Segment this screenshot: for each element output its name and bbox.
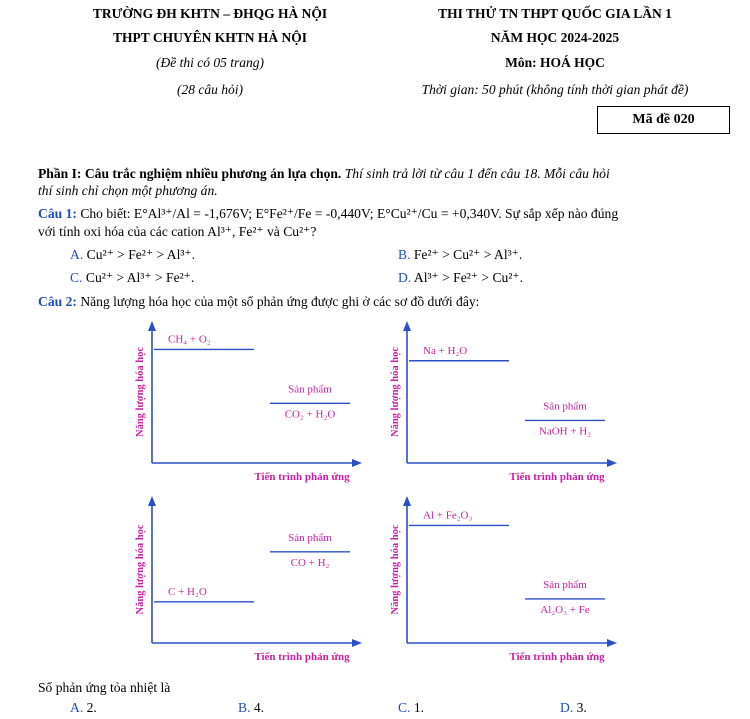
q2-stem: Năng lượng hóa học của một số phản ứng được ghi ở các sơ đồ dưới đây:	[80, 294, 480, 309]
school-year: NĂM HỌC 2024-2025	[490, 30, 620, 45]
q2-option-c-text: 1.	[413, 700, 425, 715]
x-axis-arrow	[352, 639, 362, 647]
y-axis-arrow	[148, 496, 156, 506]
reactant-label: Al + Fe₂O₃	[423, 509, 473, 522]
q2-option-d-text: 3.	[576, 700, 587, 715]
q2-option-a-letter: A.	[70, 700, 84, 715]
school-name: TRƯỜNG ĐH KHTN – ĐHQG HÀ NỘI	[92, 6, 328, 21]
product-caption: Sản phẩm	[543, 400, 587, 413]
q2-option-b-text: 4.	[253, 700, 265, 715]
y-axis-label: Năng lượng hóa học	[135, 524, 146, 615]
time-limit: Thời gian: 50 phút (không tính thời gian phát đề)	[421, 82, 689, 97]
subject: Môn: HOÁ HỌC	[505, 55, 605, 70]
q2-option-a[interactable]	[70, 700, 97, 716]
product-caption: Sản phẩm	[288, 531, 332, 544]
q1-text-line2: với tính oxi hóa của các cation Al³⁺, Fe²⁺ và Cu²⁺?	[38, 224, 317, 239]
part1-title: Phần I: Câu trắc nghiệm nhiều phương án lựa chọn.	[38, 166, 342, 181]
q1-option-c[interactable]	[70, 270, 194, 286]
q2-option-a-text: 2.	[86, 700, 97, 715]
exam-code-box	[597, 106, 730, 134]
q1-text-line1	[38, 205, 748, 222]
part1-heading	[38, 165, 738, 182]
q2-option-d[interactable]	[560, 700, 587, 716]
q1-label: Câu 1:	[38, 206, 77, 221]
energy-diagram-4	[385, 490, 625, 665]
part1-instruction: Thí sinh trả lời từ câu 1 đến câu 18. Mỗi câu hỏi	[341, 166, 610, 181]
y-axis-label: Năng lượng hóa học	[390, 524, 401, 615]
exam-code: Mã đề 020	[632, 112, 695, 127]
q2-option-c[interactable]	[398, 700, 424, 716]
reactant-label: CH₄ + O₂	[168, 333, 211, 346]
q2-question: Số phản ứng tỏa nhiệt là	[38, 680, 171, 695]
q2-option-d-letter: D.	[560, 700, 574, 715]
energy-diagram-3	[130, 490, 370, 665]
question-count: (28 câu hỏi)	[177, 82, 243, 97]
q1-option-a[interactable]	[70, 247, 195, 263]
q2-option-b-letter: B.	[238, 700, 251, 715]
y-axis-label: Năng lượng hóa học	[390, 346, 401, 438]
q1-option-d-text: Al³⁺ > Fe²⁺ > Cu²⁺.	[413, 270, 524, 285]
exam-title: THI THỬ TN THPT QUỐC GIA LẦN 1	[438, 6, 672, 21]
q1-option-a-letter: A.	[70, 247, 84, 262]
q1-option-d[interactable]	[398, 270, 523, 286]
page-count: (Đề thi có 05 trang)	[156, 55, 264, 70]
x-axis-arrow	[607, 459, 617, 467]
energy-diagram-2	[385, 315, 625, 485]
q1-text: Cho biết: E°Al³⁺/Al = -1,676V; E°Fe²⁺/Fe = -0,440V; E°Cu²⁺/Cu = +0,340V. Sự sắp xếp nào đúng	[80, 206, 619, 221]
q2-option-c-letter: C.	[398, 700, 411, 715]
q1-option-a-text: Cu²⁺ > Fe²⁺ > Al³⁺.	[86, 247, 196, 262]
part1-instruction-2: thí sinh chỉ chọn một phương án.	[38, 183, 218, 198]
product-label: Al₂O₃ + Fe	[540, 603, 590, 616]
x-axis-label: Tiến trình phản ứng	[254, 471, 350, 483]
school-subname: THPT CHUYÊN KHTN HÀ NỘI	[112, 30, 308, 45]
q1-option-c-text: Cu²⁺ > Al³⁺ > Fe²⁺.	[85, 270, 195, 285]
q1-option-d-letter: D.	[398, 270, 412, 285]
product-caption: Sản phẩm	[543, 578, 587, 591]
q1-option-c-letter: C.	[70, 270, 83, 285]
q1-option-b-text: Fe²⁺ > Cu²⁺ > Al³⁺.	[413, 247, 523, 262]
y-axis-arrow	[403, 496, 411, 506]
product-caption: Sản phẩm	[288, 383, 332, 396]
q2-text	[38, 293, 738, 310]
x-axis-label: Tiến trình phản ứng	[509, 651, 605, 663]
y-axis-arrow	[148, 321, 156, 331]
reactant-label: Na + H₂O	[423, 344, 468, 357]
product-label: CO₂ + H₂O	[284, 408, 336, 421]
product-label: NaOH + H₂	[538, 425, 592, 438]
y-axis-label: Năng lượng hóa học	[135, 346, 146, 438]
q2-label: Câu 2:	[38, 294, 77, 309]
x-axis-label: Tiến trình phản ứng	[254, 651, 350, 663]
reactant-label: C + H₂O	[168, 585, 207, 598]
energy-diagram-1	[130, 315, 370, 485]
y-axis-arrow	[403, 321, 411, 331]
q1-option-b[interactable]	[398, 247, 522, 263]
q2-option-b[interactable]	[238, 700, 264, 716]
product-label: CO + H₂	[290, 556, 330, 569]
q1-option-b-letter: B.	[398, 247, 411, 262]
x-axis-arrow	[607, 639, 617, 647]
x-axis-label: Tiến trình phản ứng	[509, 471, 605, 483]
x-axis-arrow	[352, 459, 362, 467]
